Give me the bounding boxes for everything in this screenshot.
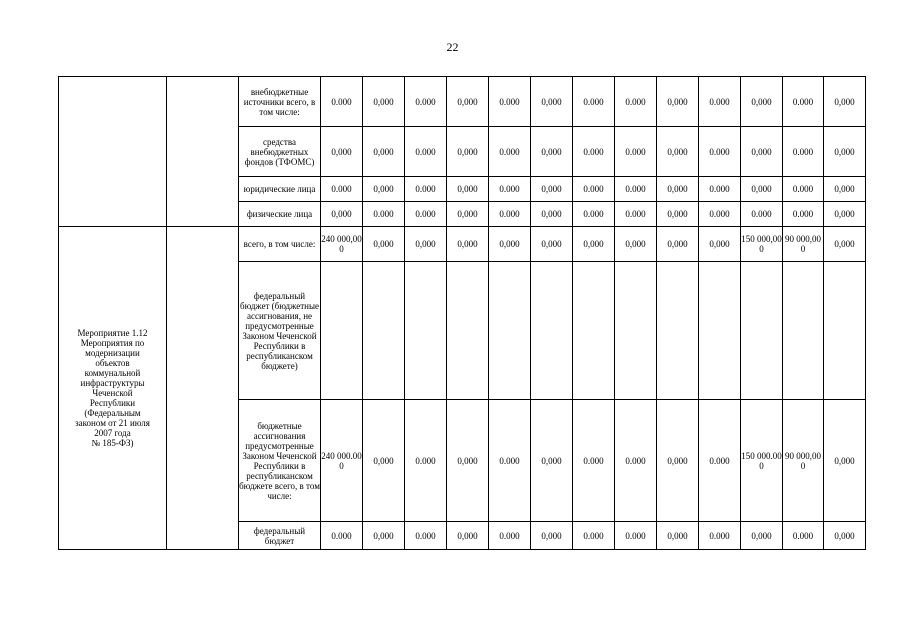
value-cell: 0,000 [447, 77, 489, 127]
value-cell: 0.000 [699, 400, 741, 522]
value-cell: 0,000 [489, 227, 531, 262]
value-cell: 0.000 [573, 177, 615, 202]
value-cell: 0,000 [447, 202, 489, 227]
value-cell: 0,000 [531, 177, 573, 202]
value-cell: 0.000 [321, 522, 363, 550]
value-cell: 150 000.00 0 [741, 400, 783, 522]
value-cell: 0.000 [489, 77, 531, 127]
value-cell: 0.000 [615, 400, 657, 522]
value-cell: 0,000 [741, 127, 783, 177]
value-cell: 0,000 [699, 227, 741, 262]
value-cell: 0.000 [699, 522, 741, 550]
measure-name-line: Республики [89, 398, 136, 408]
measure-name-line: коммунальной [84, 368, 141, 378]
value-cell: 0,000 [657, 400, 699, 522]
measure-name-cell-empty [59, 77, 167, 227]
value-cell: 0,000 [741, 522, 783, 550]
funding-source-cell: внебюджетные источники всего, в том числе: [239, 77, 321, 127]
value-cell [405, 262, 447, 400]
measure-name-line: Чеченской [92, 388, 133, 398]
value-cell: 0,000 [531, 202, 573, 227]
value-cell: 0,000 [363, 127, 405, 177]
measure-name-line: 2007 года [94, 428, 131, 438]
value-cell: 0.000 [783, 77, 824, 127]
value-cell: 0.000 [615, 522, 657, 550]
value-cell: 0.000 [615, 177, 657, 202]
value-cell: 0.000 [783, 127, 824, 177]
value-cell: 0.000 [699, 177, 741, 202]
value-cell: 0.000 [615, 77, 657, 127]
value-cell: 0.000 [405, 77, 447, 127]
value-cell: 0.000 [573, 127, 615, 177]
value-cell: 150 000,00 0 [741, 227, 783, 262]
measure-name-line: объектов [95, 358, 130, 368]
funding-source-cell: федеральный бюджет [239, 522, 321, 550]
table-row [59, 77, 866, 127]
measure-name-line: Мероприятие 1.12 [77, 328, 148, 338]
value-cell: 0,000 [405, 227, 447, 262]
value-cell: 0.000 [573, 400, 615, 522]
value-cell: 0,000 [531, 227, 573, 262]
funding-source-cell: юридические лица [239, 177, 321, 202]
value-cell: 0,000 [531, 77, 573, 127]
value-cell: 0,000 [363, 77, 405, 127]
value-cell: 0,000 [741, 177, 783, 202]
value-cell [741, 262, 783, 400]
value-cell: 0.000 [699, 77, 741, 127]
value-cell: 0,000 [824, 177, 866, 202]
value-cell: 0,000 [363, 227, 405, 262]
value-cell: 0,000 [657, 227, 699, 262]
value-cell: 0,000 [657, 127, 699, 177]
value-cell [824, 262, 866, 400]
value-cell: 0.000 [321, 77, 363, 127]
value-cell: 0.000 [573, 202, 615, 227]
value-cell: 0,000 [657, 202, 699, 227]
budget-table [58, 76, 866, 550]
value-cell: 0.000 [489, 177, 531, 202]
executor-cell-empty [167, 227, 239, 550]
value-cell: 0.000 [405, 202, 447, 227]
value-cell: 0.000 [489, 522, 531, 550]
value-cell: 0,000 [531, 127, 573, 177]
budget-table-body [59, 77, 866, 550]
funding-source-cell: средства внебюджетных фондов (ТФОМС) [239, 127, 321, 177]
value-cell [363, 262, 405, 400]
value-cell [321, 262, 363, 400]
measure-name-line: Мероприятия по [80, 338, 145, 348]
value-cell: 0.000 [615, 127, 657, 177]
value-cell: 0,000 [321, 202, 363, 227]
funding-source-cell: всего, в том числе: [239, 227, 321, 262]
funding-source-cell: бюджетные ассигнования предусмотренные Законом Чеченской Республики в республиканском бюджете всего, в том числе: [239, 400, 321, 522]
value-cell: 0,000 [447, 127, 489, 177]
value-cell [699, 262, 741, 400]
value-cell: 0.000 [573, 522, 615, 550]
value-cell: 0.000 [783, 202, 824, 227]
value-cell: 0,000 [657, 522, 699, 550]
value-cell [615, 262, 657, 400]
measure-name-line: модернизации [85, 348, 140, 358]
executor-cell-empty [167, 77, 239, 227]
value-cell: 0,000 [657, 77, 699, 127]
value-cell [657, 262, 699, 400]
value-cell: 0,000 [447, 227, 489, 262]
value-cell: 240 000.00 0 [321, 400, 363, 522]
value-cell [531, 262, 573, 400]
value-cell: 0.000 [783, 522, 824, 550]
value-cell: 90 000,00 0 [783, 227, 824, 262]
value-cell: 0,000 [573, 227, 615, 262]
value-cell: 0,000 [531, 400, 573, 522]
value-cell: 0,000 [363, 522, 405, 550]
value-cell: 0.000 [741, 202, 783, 227]
value-cell: 0,000 [657, 177, 699, 202]
value-cell: 0.000 [321, 177, 363, 202]
value-cell: 0,000 [531, 522, 573, 550]
page-number: 22 [446, 40, 459, 54]
value-cell: 0.000 [573, 77, 615, 127]
value-cell: 0,000 [824, 127, 866, 177]
value-cell: 0,000 [824, 202, 866, 227]
value-cell [783, 262, 824, 400]
value-cell: 0,000 [741, 77, 783, 127]
funding-source-cell: физические лица [239, 202, 321, 227]
value-cell [489, 262, 531, 400]
measure-name-line: законом от 21 июля [75, 418, 150, 428]
value-cell: 0,000 [824, 400, 866, 522]
value-cell: 0.000 [699, 127, 741, 177]
value-cell: 240 000,00 0 [321, 227, 363, 262]
value-cell: 0.000 [405, 522, 447, 550]
value-cell: 0.000 [405, 177, 447, 202]
value-cell: 0,000 [321, 127, 363, 177]
value-cell [573, 262, 615, 400]
funding-source-cell: федеральный бюджет (бюджетные ассигнования, не предусмотренные Законом Чеченской Республики в республиканском бюджете) [239, 262, 321, 400]
value-cell: 0.000 [363, 202, 405, 227]
value-cell: 0,000 [447, 177, 489, 202]
measure-name-line: (Федеральным [84, 408, 141, 418]
value-cell [447, 262, 489, 400]
value-cell: 0.000 [615, 202, 657, 227]
value-cell: 0.000 [489, 202, 531, 227]
value-cell: 0.000 [783, 177, 824, 202]
value-cell: 0.000 [489, 400, 531, 522]
value-cell: 0,000 [447, 522, 489, 550]
value-cell: 0,000 [615, 227, 657, 262]
value-cell: 0.000 [405, 400, 447, 522]
value-cell: 0,000 [363, 400, 405, 522]
value-cell: 0,000 [824, 522, 866, 550]
table-row [59, 227, 866, 262]
value-cell: 0,000 [363, 177, 405, 202]
value-cell: 0,000 [824, 77, 866, 127]
measure-name-cell [59, 227, 167, 550]
value-cell: 0.000 [699, 202, 741, 227]
value-cell: 90 000,00 0 [783, 400, 824, 522]
value-cell: 0,000 [447, 400, 489, 522]
measure-name-line: № 185-ФЗ) [91, 438, 134, 448]
value-cell: 0.000 [489, 127, 531, 177]
measure-name-line: инфраструктуры [80, 378, 145, 388]
value-cell: 0,000 [824, 227, 866, 262]
value-cell: 0.000 [405, 127, 447, 177]
